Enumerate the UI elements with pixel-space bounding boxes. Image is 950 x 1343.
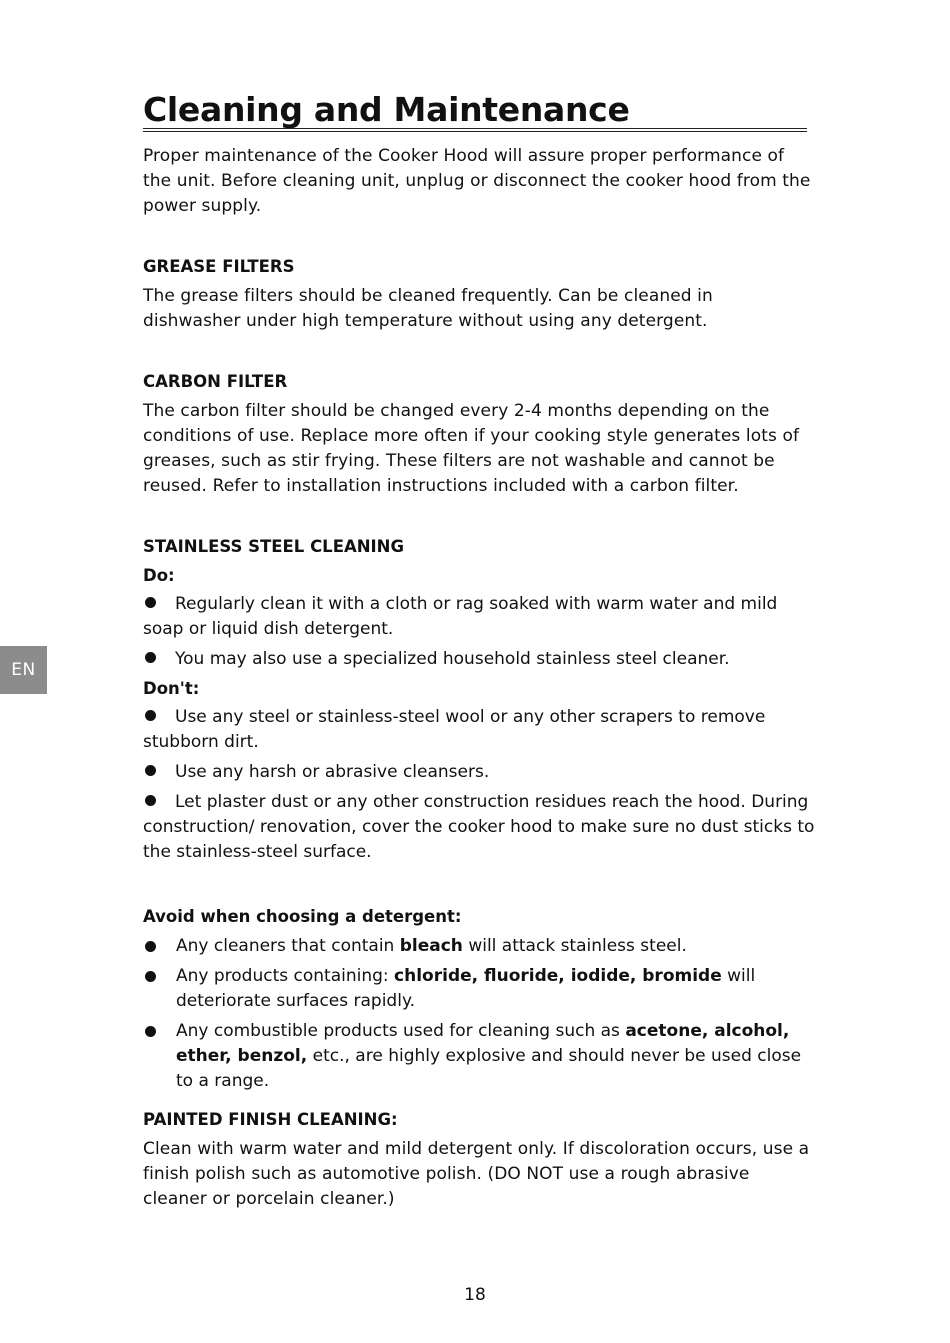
dont-item	[143, 790, 815, 865]
avoid-item	[143, 934, 815, 959]
painted-finish-heading: PAINTED FINISH CLEANING:	[143, 1110, 398, 1129]
grease-filters-text: The grease filters should be cleaned frequently. Can be cleaned in dishwasher under high temperature without using any detergent.	[143, 286, 713, 331]
painted-finish-text: Clean with warm water and mild detergent only. If discoloration occurs, use a finish polish such as automotive polish. (DO NOT use a rough abrasive cleaner or porcelain cleaner.)	[143, 1139, 810, 1209]
grease-filters-section	[143, 255, 815, 334]
carbon-filter-section	[143, 370, 815, 499]
do-item	[143, 647, 815, 672]
page-number: 18	[464, 1285, 486, 1305]
title-underline	[143, 128, 807, 129]
bullet-dot-icon	[145, 1026, 156, 1037]
avoid-item	[143, 964, 815, 1014]
bullet-dot-icon	[145, 652, 156, 663]
document-page	[143, 90, 815, 1212]
language-tab: EN	[0, 646, 47, 694]
stainless-steel-section	[143, 535, 815, 865]
avoid-item-text: Any products containing:	[176, 966, 395, 986]
carbon-filter-text: The carbon filter should be changed every 2-4 months depending on the conditions of use. Replace more often if your cooking style generates lots of greases, such as stir frying. These filters are not washable and cannot be reused. Refer to installation instructions included with a carbon filter.	[143, 401, 800, 496]
dont-item	[143, 760, 815, 785]
do-item	[143, 592, 815, 642]
avoid-item-emphasis: acetone, alcohol, ether, benzol,	[176, 1021, 790, 1066]
bullet-dot-icon	[145, 710, 156, 721]
grease-filters-heading: GREASE FILTERS	[143, 257, 295, 276]
avoid-item-emphasis: bleach	[399, 936, 463, 956]
title-block	[143, 90, 807, 134]
dont-label: Don't:	[143, 679, 200, 698]
dont-item-text: Use any harsh or abrasive cleansers.	[175, 762, 490, 782]
avoid-item-text: will attack stainless steel.	[462, 936, 687, 956]
avoid-detergent-heading: Avoid when choosing a detergent:	[143, 907, 462, 926]
avoid-detergent-section	[143, 905, 815, 1094]
do-item-text: Regularly clean it with a cloth or rag soaked with warm water and mild soap or liquid dish detergent.	[143, 594, 778, 639]
dont-item-text: Use any steel or stainless-steel wool or any other scrapers to remove stubborn dirt.	[143, 707, 766, 752]
avoid-list	[143, 934, 815, 1094]
dont-item-text: Let plaster dust or any other construction residues reach the hood. During construction/ renovation, cover the cooker hood to make sure no dust sticks to the stainless-steel surface.	[143, 792, 815, 862]
bullet-dot-icon	[145, 795, 156, 806]
avoid-item-text: Any cleaners that contain	[176, 936, 400, 956]
do-item-text: You may also use a specialized household stainless steel cleaner.	[175, 649, 730, 669]
painted-finish-section	[143, 1108, 815, 1212]
bullet-dot-icon	[145, 941, 156, 952]
bullet-dot-icon	[145, 597, 156, 608]
avoid-item-emphasis: chloride, fluoride, iodide, bromide	[394, 966, 722, 986]
bullet-dot-icon	[145, 765, 156, 776]
avoid-item-text: etc., are highly explosive and should never be used close to a range.	[176, 1046, 802, 1091]
avoid-item-text: will deteriorate surfaces rapidly.	[176, 966, 756, 1011]
avoid-item	[143, 1019, 815, 1094]
intro-paragraph: Proper maintenance of the Cooker Hood will assure proper performance of the unit. Before cleaning unit, unplug or disconnect the cooker hood from the power supply.	[143, 146, 811, 216]
carbon-filter-heading: CARBON FILTER	[143, 372, 288, 391]
bullet-dot-icon	[145, 971, 156, 982]
avoid-item-text: Any combustible products used for cleaning such as	[176, 1021, 626, 1041]
do-label: Do:	[143, 566, 175, 585]
stainless-steel-heading: STAINLESS STEEL CLEANING	[143, 537, 405, 556]
page-title: Cleaning and Maintenance	[143, 90, 630, 129]
dont-item	[143, 705, 815, 755]
title-underline-secondary	[143, 131, 807, 132]
